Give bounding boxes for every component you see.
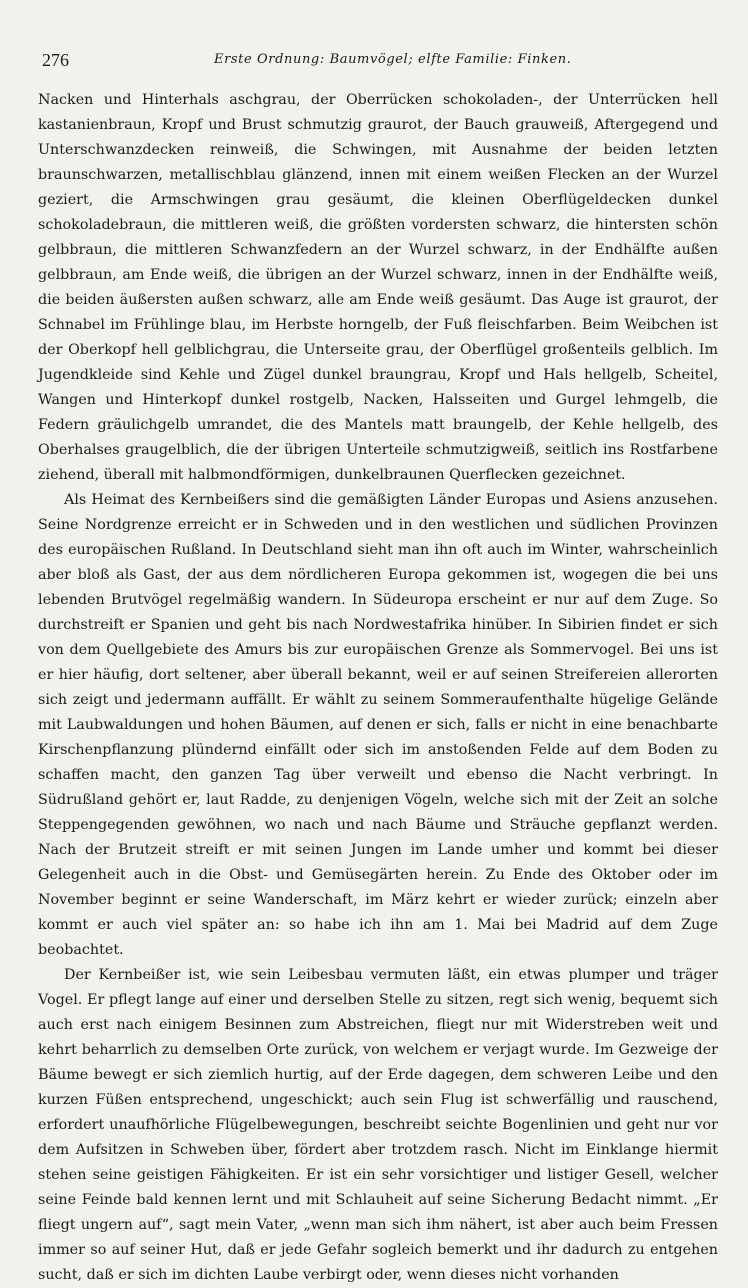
body-text <box>38 88 718 1288</box>
page-header <box>42 50 706 72</box>
paragraph: Der Kernbeißer ist, wie sein Leibesbau vermuten läßt, ein etwas plumper und träger Vogel. Er pflegt lange auf einer und derselben Stelle zu sitzen, regt sich wenig, bequemt sich auch erst nach einigem Besinnen zum Abstreichen, fliegt nur mit Widerstreben weit und kehrt beharrlich zu demselben Orte zurück, von welchem er verjagt wurde. Im Gezweige der Bäume bewegt er sich ziemlich hurtig, auf der Erde dagegen, dem schweren Leibe und den kurzen Füßen entsprechend, ungeschickt; auch sein Flug ist schwerfällig und rauschend, erfordert unaufhörliche Flügelbewegungen, beschreibt seichte Bogenlinien und geht nur vor dem Aufsitzen in Schweben über, fördert aber trotzdem rasch. Nicht im Einklange hiermit stehen seine geistigen Fähigkeiten. Er ist ein sehr vorsichtiger und listiger Gesell, welcher seine Feinde bald kennen lernt und mit Schlauheit auf seine Sicherung Bedacht nimmt. „Er fliegt ungern auf“, sagt mein Vater, „wenn man sich ihm nähert, ist aber auch beim Fressen immer so auf seiner Hut, daß er jede Gefahr sogleich bemerkt und ihr dadurch zu entgehen sucht, daß er sich im dichten Laube verbirgt oder, wenn dieses nicht vorhanden <box>38 967 718 1283</box>
paragraph: Als Heimat des Kernbeißers sind die gemäßigten Länder Europas und Asiens anzusehen. Seine Nordgrenze erreicht er in Schweden und in den westlichen und südlichen Provinzen des europäischen Rußland. In Deutschland sieht man ihn oft auch im Winter, wahrscheinlich aber bloß als Gast, der aus dem nördlicheren Europa gekommen ist, wogegen die bei uns lebenden Brutvögel regelmäßig wandern. In Südeuropa erscheint er nur auf dem Zuge. So durchstreift er Spanien und geht bis nach Nordwestafrika hinüber. In Sibirien findet er sich von dem Quellgebiete des Amurs bis zur europäischen Grenze als Sommervogel. Bei uns ist er hier häufig, dort seltener, aber überall bekannt, weil er auf seinen Streifereien allerorten sich zeigt und jedermann auffällt. Er wählt zu seinem Sommeraufenthalte hügelige Gelände mit Laubwaldungen und hohen Bäumen, auf denen er sich, falls er nicht in eine benachbarte Kirschenpflanzung plündernd einfällt oder sich im anstoßenden Felde auf dem Boden zu schaffen macht, den ganzen Tag über verweilt und ebenso die Nacht verbringt. In Südrußland gehört er, laut Radde, zu denjenigen Vögeln, welche sich mit der Zeit an solche Steppengegenden gewöhnen, wo nach und nach Bäume und Sträuche gepflanzt werden. Nach der Brutzeit streift er mit seinen Jungen im Lande umher und kommt bei dieser Gelegenheit auch in die Obst- und Gemüsegärten herein. Zu Ende des Oktober oder im November beginnt er seine Wanderschaft, im März kehrt er wieder zurück; einzeln aber kommt er auch viel später an: so habe ich ihn am 1. Mai bei Madrid auf dem Zuge beobachtet. <box>38 492 718 958</box>
running-title: Erste Ordnung: Baumvögel; elfte Familie: Finken. <box>214 52 572 67</box>
paragraph: Nacken und Hinterhals aschgrau, der Oberrücken schokoladen-, der Unterrücken hell kastanienbraun, Kropf und Brust schmutzig graurot, der Bauch grauweiß, Aftergegend und Unterschwanzdecken reinweiß, die Schwingen, mit Ausnahme der beiden letzten braunschwarzen, metallischblau glänzend, innen mit einem weißen Flecken an der Wurzel geziert, die Armschwingen grau gesäumt, die kleinen Oberflügeldecken dunkel schokoladebraun, die mittleren weiß, die größten vordersten schwarz, die hintersten schön gelbbraun, die mittleren Schwanzfedern an der Wurzel schwarz, in der Endhälfte außen gelbbraun, am Ende weiß, die übrigen an der Wurzel schwarz, innen in der Endhälfte weiß, die beiden äußersten außen schwarz, alle am Ende weiß gesäumt. Das Auge ist graurot, der Schnabel im Frühlinge blau, im Herbste horngelb, der Fuß fleischfarben. Beim Weibchen ist der Oberkopf hell gelblichgrau, die Unterseite grau, der Oberflügel großenteils gelblich. Im Jugendkleide sind Kehle und Zügel dunkel braungrau, Kropf und Hals hellgelb, Scheitel, Wangen und Hinterkopf dunkel rostgelb, Nacken, Halsseiten und Gurgel lehmgelb, die Federn gräulichgelb umrandet, die des Mantels matt braungelb, der Kehle hellgelb, des Oberhalses graugelblich, die der übrigen Unterteile schmutzigweiß, seitlich ins Rostfarbene ziehend, überall mit halbmondförmigen, dunkelbraunen Querflecken gezeichnet. <box>38 92 718 483</box>
page-number: 276 <box>42 50 69 70</box>
